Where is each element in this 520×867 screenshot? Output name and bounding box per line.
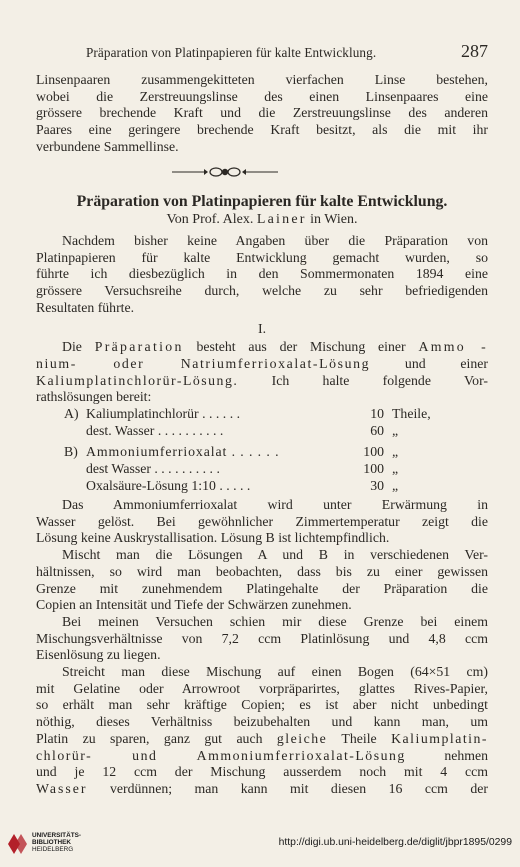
text-line — [36, 781, 488, 798]
byline-prefix: Von Prof. Alex. — [166, 212, 254, 227]
intro-line: wobei die Zerstreuungslinse des einen Linsenpaares eine — [36, 88, 488, 104]
recipe-table — [36, 406, 488, 524]
text-line: führte ich diesbezüglich in den Sommermonaten 1894 eine — [36, 266, 488, 282]
text-line: Platinpapieren für kalte Entwicklung gemacht wurden, so — [36, 249, 488, 265]
text-line: Copien an Intensität und Tiefe der Schwärzen zunehmen. — [36, 597, 352, 613]
recipe-unit: „ — [392, 423, 399, 439]
text-run: und einer — [404, 355, 488, 371]
intro-line: grössere brechende Kraft und die Zerstreuungslinse des anderen — [36, 105, 488, 121]
digitization-footer — [0, 826, 520, 867]
paragraph-5 — [36, 614, 488, 664]
text-line: Lösung keine Auskrystallisation. Lösung B ist lichtempfindlich. — [36, 530, 390, 546]
institution-line: UNIVERSITÄTS- — [32, 832, 81, 839]
text-run: nehmen — [444, 747, 488, 763]
byline-suffix: in Wien. — [310, 212, 358, 227]
recipe-row — [36, 423, 488, 440]
intro-line: verbundene Sammellinse. — [36, 138, 179, 154]
spaced-term: Präparation — [94, 339, 184, 355]
section-numeral: I. — [257, 320, 267, 336]
recipe-ingredient: dest Wasser . . . . . . . . . . — [86, 461, 220, 477]
recipe-ingredient: Oxalsäure-Lösung 1:10 . . . . . — [86, 478, 251, 494]
intro-paragraph — [36, 72, 488, 156]
text-line — [36, 373, 488, 390]
text-line: Wasser gelöst. Bei gewöhnlicher Zimmertemperatur zeigt die — [36, 513, 488, 529]
recipe-unit: Theile, — [392, 406, 431, 422]
spaced-term: Ammo - — [418, 339, 488, 355]
recipe-unit: „ — [392, 444, 399, 460]
text-line: Streicht man diese Mischung auf einen Bogen (64×51 cm) — [62, 664, 488, 680]
recipe-unit: „ — [392, 478, 399, 494]
text-line: Mischt man die Lösungen A und B in verschiedenen Ver- — [62, 547, 488, 563]
text-run: Die — [62, 339, 82, 355]
text-line: hältnissen, so wird man beobachten, dass bis zu einer gewissen — [36, 563, 488, 579]
article-body — [36, 233, 488, 798]
recipe-ingredient: dest. Wasser . . . . . . . . . . — [86, 423, 224, 439]
text-line: Mischungsverhältnisse von 7,2 ccm Platinlösung und 4,8 ccm — [36, 630, 488, 646]
spaced-term: gleiche — [276, 730, 328, 746]
text-line — [36, 339, 488, 356]
recipe-quantity: 100 — [363, 444, 384, 460]
text-run: besteht aus der Mischung einer — [196, 339, 406, 355]
institution-line: BIBLIOTHEK — [32, 839, 72, 846]
recipe-unit: „ — [392, 461, 399, 477]
recipe-row — [36, 444, 488, 461]
recipe-row — [36, 461, 488, 478]
recipe-ingredient: Kaliumplatinchlorür . . . . . . — [86, 406, 241, 422]
text-line: grössere Versuchsreihe durch, welche zu sehr befriedigenden — [36, 283, 488, 299]
paragraph-6 — [36, 664, 488, 798]
institution-line: HEIDELBERG — [32, 846, 74, 853]
article-title: Präparation von Platinpapieren für kalte Entwicklung. — [76, 193, 448, 210]
spaced-term: Kaliumplatin- — [391, 730, 488, 746]
intro-line: Linsenpaaren zusammengekitteten vierfachen Linse bestehen, — [36, 72, 488, 87]
text-line: Grenze mit zunehmendem Platingehalte der Präparation die — [36, 580, 488, 596]
recipe-quantity: 30 — [370, 478, 384, 494]
byline — [36, 212, 488, 228]
recipe-row — [36, 406, 488, 423]
text-line: und je 12 ccm der Mischung ausserdem noch mit 4 ccm — [36, 764, 488, 780]
paragraph-1 — [36, 233, 488, 250]
text-line: Eisenlösung zu liegen. — [36, 647, 161, 663]
text-line: Nachdem bisher keine Angaben über die Präparation von — [62, 233, 488, 248]
recipe-quantity: 60 — [370, 423, 384, 439]
page-number: 287 — [461, 41, 488, 61]
institution-name — [32, 832, 81, 853]
text-run: verdünnen; man kann mit diesen 16 ccm der — [109, 780, 488, 796]
recipe-row — [36, 478, 488, 495]
text-line: Resultaten führte. — [36, 299, 135, 315]
text-run: Ich halte folgende Vor- — [271, 372, 488, 388]
text-line: Bei meinen Versuchen schien mir diese Grenze bei einem — [62, 613, 488, 629]
recipe-label: A) — [64, 406, 79, 422]
text-line: Das Ammoniumferrioxalat wird unter Erwärmung in — [62, 497, 488, 513]
text-line — [36, 748, 488, 765]
university-library-logo-icon — [6, 831, 28, 857]
paragraph-4 — [36, 547, 488, 614]
text-run: Theile — [341, 730, 377, 746]
recipe-quantity: 100 — [363, 461, 384, 477]
recipe-quantity: 10 — [370, 406, 384, 422]
intro-line: Paares eine geringere brechende Kraft besitzt, als die mit ihr — [36, 122, 488, 138]
spaced-term: nium- oder Natriumferrioxalat-Lösung — [36, 355, 371, 371]
source-url-link[interactable]: http://digi.ub.uni-heidelberg.de/diglit/jbpr1895/0299 — [278, 837, 512, 848]
spaced-term: Wasser — [36, 780, 88, 796]
text-line: mit Gelatine oder Arrowroot vorpräparirtes, glattes Rives-Papier, — [36, 680, 488, 696]
text-line — [36, 356, 488, 373]
text-line: so erhält man sehr kräftige Copien; es ist aber nicht unbedingt — [36, 697, 488, 713]
text-run: Platin zu sparen, ganz gut auch — [36, 730, 263, 746]
running-title: Präparation von Platinpapieren für kalte Entwicklung. — [86, 45, 377, 60]
recipe-label: B) — [64, 444, 78, 460]
text-line — [36, 731, 488, 748]
spaced-term: chlorür- und Ammoniumferrioxalat-Lösung — [36, 747, 406, 763]
page-header — [36, 42, 488, 62]
author-name: Lainer — [256, 212, 307, 227]
text-line: rathslösungen bereit: — [36, 389, 152, 405]
section-divider-ornament — [170, 164, 280, 180]
spaced-term: Kaliumplatinchlorür-Lösung. — [36, 372, 239, 388]
text-line: nöthig, dieses Verhältniss beizubehalten und kann man, um — [36, 714, 488, 730]
recipe-ingredient: Ammoniumferrioxalat . . . . . . — [86, 444, 280, 460]
